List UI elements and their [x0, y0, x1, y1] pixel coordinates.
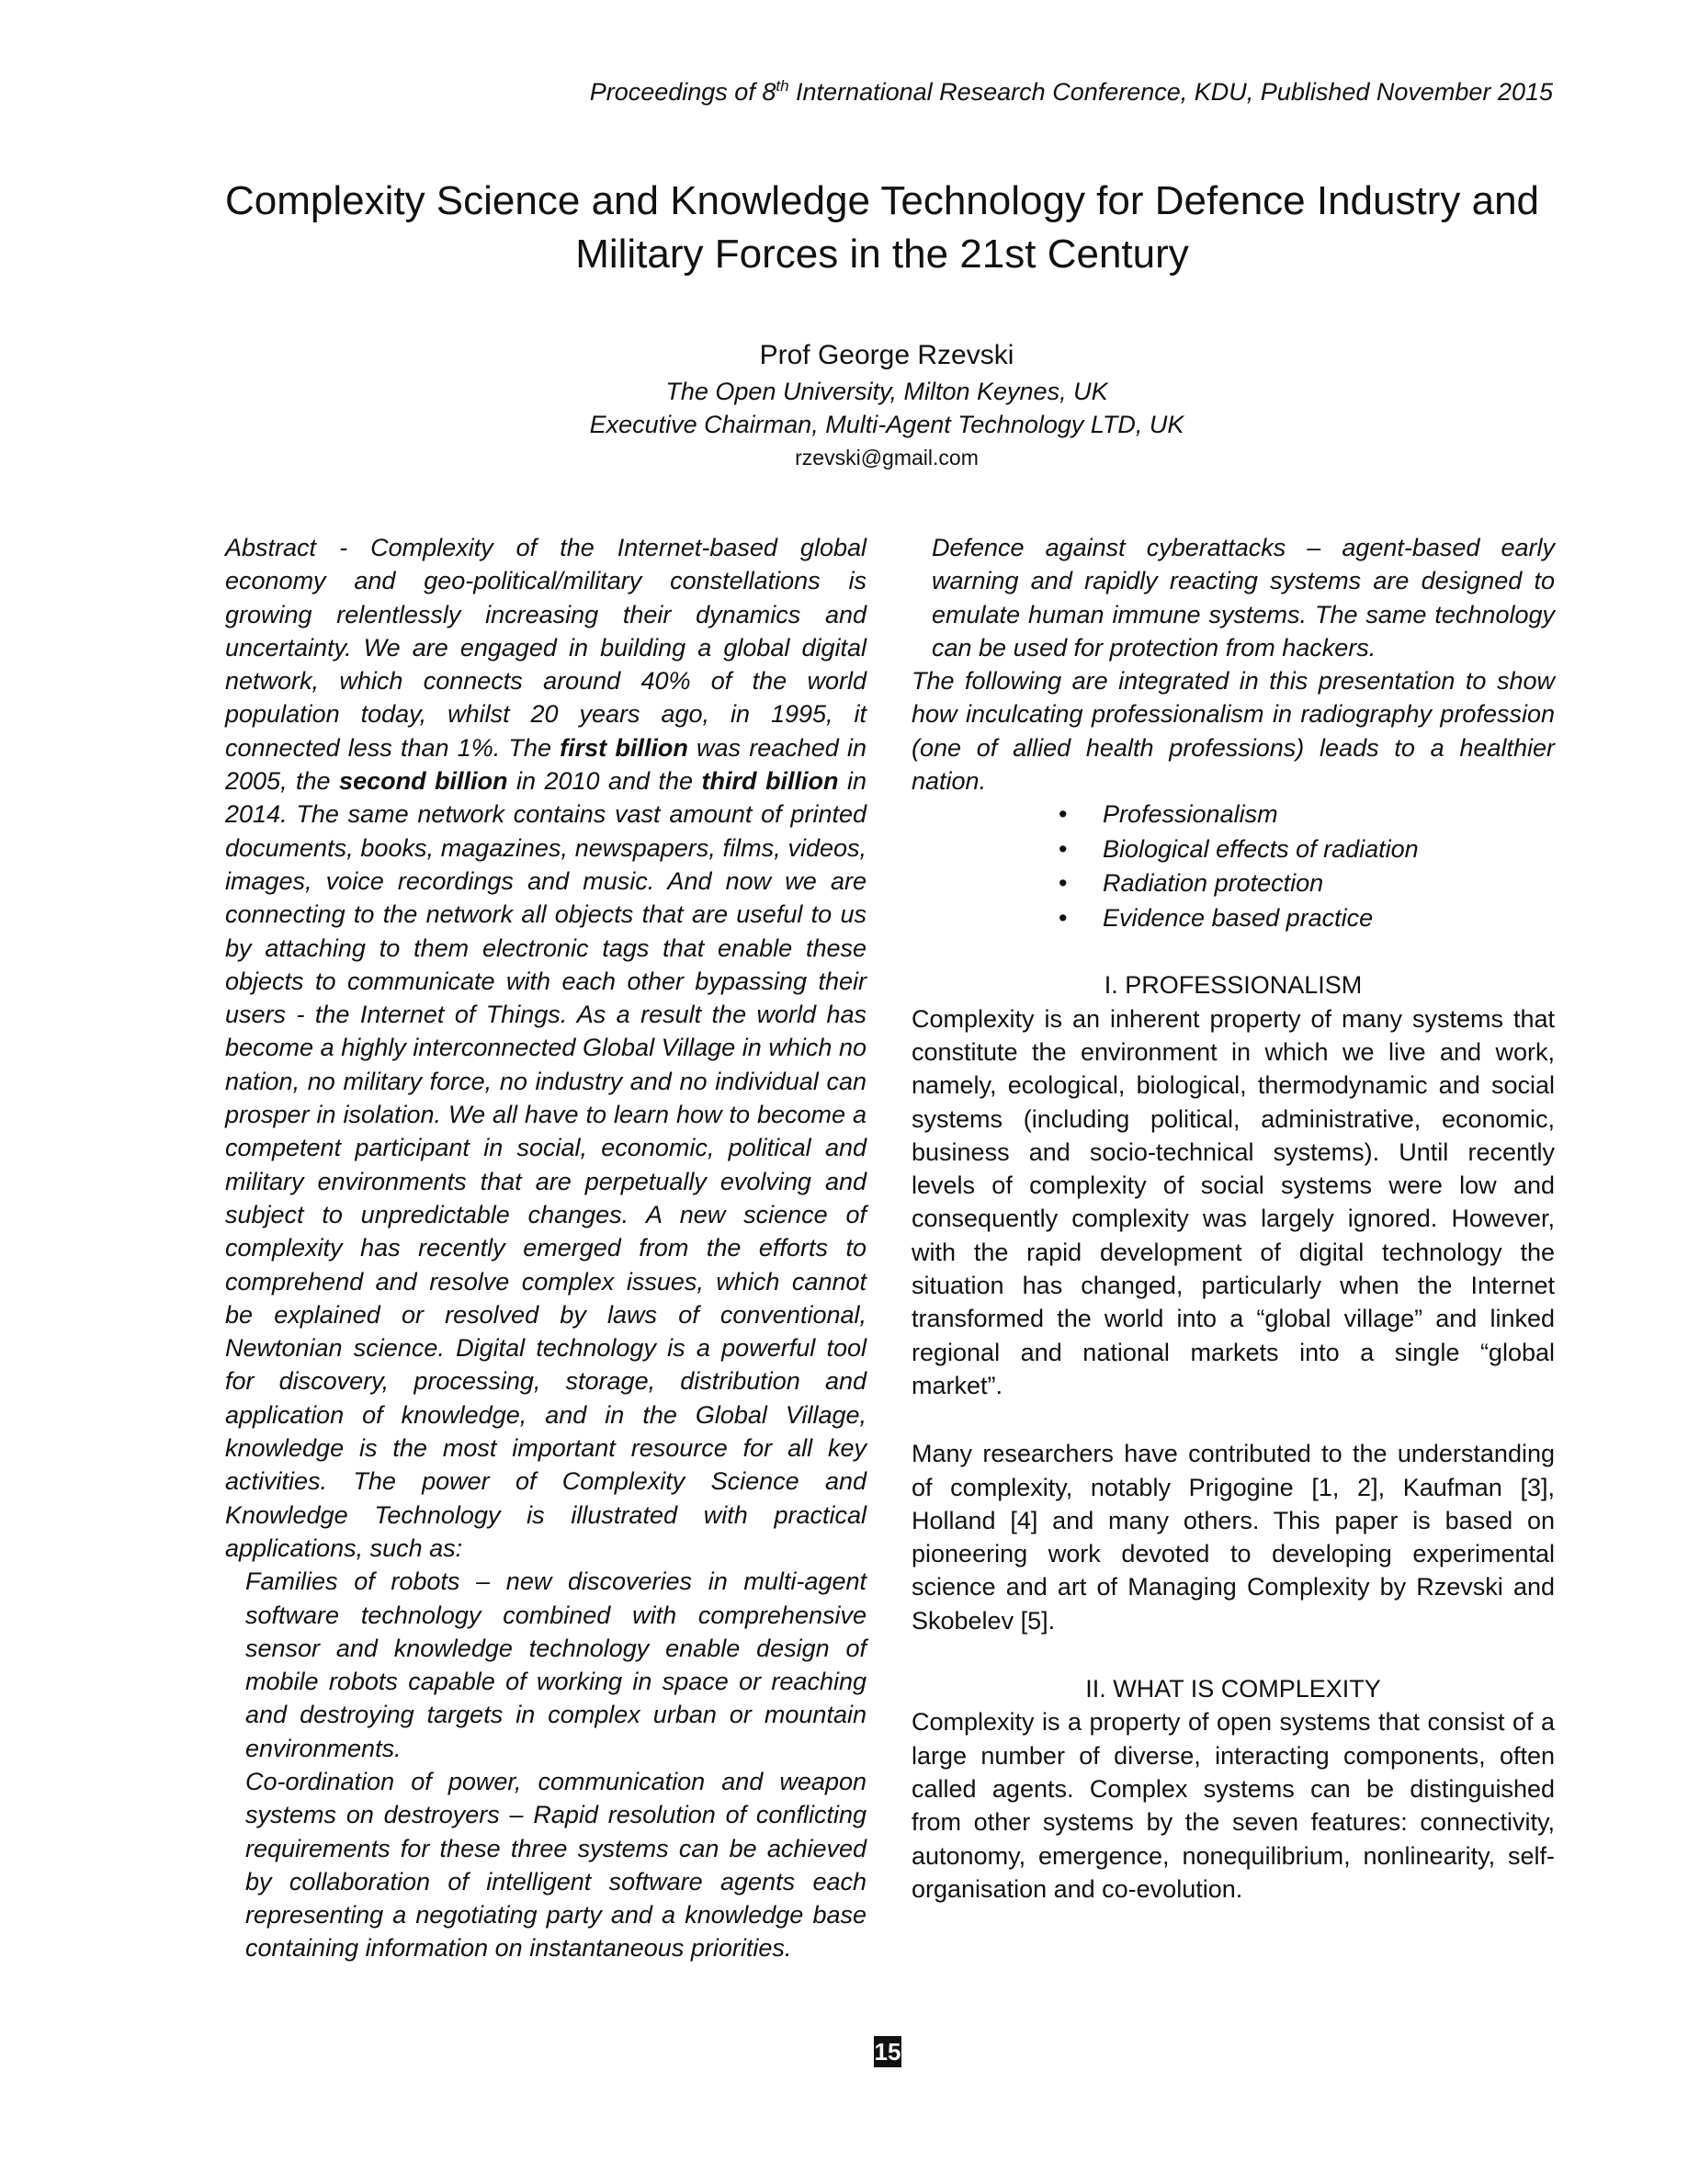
bullet-text: Radiation protection — [1103, 869, 1324, 898]
author-affiliation-2: Executive Chairman, Multi-Agent Technology LTD, UK — [589, 411, 1184, 438]
author-block — [0, 336, 1688, 474]
paper-title: Complexity Science and Knowledge Technology for Defence Industry and Military Forces in the 21st Century — [224, 178, 1540, 277]
bullet-item — [1059, 901, 1555, 936]
abstract-bold-first-billion: first billion — [560, 733, 688, 762]
abstract-text-3: in 2010 and the — [507, 767, 702, 796]
proceedings-superscript: th — [776, 77, 789, 95]
section-paragraph: Complexity is a property of open systems that consist of a large number of diverse, interacting components, often called agents. Complex systems can be distinguished from other systems by the seven features: connectivity, autonomy, emergence, nonequilibrium, nonlinearity, self-organisation and co-evolution. — [912, 1708, 1555, 1903]
bullet-item — [1059, 832, 1555, 867]
abstract-paragraph — [225, 531, 867, 1565]
application-robots: Families of robots – new discoveries in multi-agent software technology combined with comprehensive sensor and knowledge technology enable design of mobile robots capable of working in space or reaching and destroying targets in complex urban or mountain environments. — [245, 1567, 867, 1762]
proceedings-prefix: Proceedings of 8 — [589, 78, 776, 106]
bullet-icon: • — [1059, 869, 1068, 898]
bullet-text: Evidence based practice — [1103, 903, 1374, 932]
author-email: rzevski@gmail.com — [795, 446, 979, 470]
application-cyberattacks: Defence against cyberattacks – agent-based early warning and rapidly reacting systems are designed to emulate human immune systems. The same technology can be used for protection from hackers. — [932, 534, 1555, 662]
proceedings-suffix: International Research Conference, KDU, Published November 2015 — [788, 78, 1553, 106]
bullet-item — [1059, 866, 1555, 901]
abstract-text-4: in 2014. The same network contains vast amount of printed documents, books, magazines, newspapers, films, videos, images, voice recordings and music. And now we are connecting to the network all objects that are useful to us by attaching to them electronic tags that enable these objects to communicate with each other bypassing their users - the Internet of Things. As a result the world has become a highly interconnected Global Village in which no nation, no military force, no industry and no individual can prosper in isolation. We all have to learn how to become a competent participant in social, economic, political and military environments that are perpetually evolving and subject to unpredictable changes. A new science of complexity has recently emerged from the efforts to comprehend and resolve complex issues, which cannot be explained or resolved by laws of conventional, Newtonian science. Digital technology is a powerful tool for discovery, processing, storage, distribution and application of knowledge, and in the Global Village, knowledge is the most important resource for all key activities. The power of Complexity Science and Knowledge Technology is illustrated with practical applications, such as: — [225, 767, 867, 1562]
integration-paragraph: The following are integrated in this presentation to show how inculcating professionalism in radiography profession (one of allied health professions) leads to a healthier nation. — [912, 667, 1555, 796]
abstract-text-1: Abstract - Complexity of the Internet-based global economy and geo-political/military constellations is growing relentlessly increasing their dynamics and uncertainty. We are engaged in building a global digital network, which connects around 40% of the world population today, whilst 20 years ago, in 1995, it connected less than 1%. The — [225, 534, 867, 762]
author-name: Prof George Rzevski — [759, 340, 1014, 370]
spacer — [912, 1637, 1555, 1672]
author-affiliation-1: The Open University, Milton Keynes, UK — [665, 378, 1108, 405]
topic-bullet-list — [1059, 798, 1555, 935]
proceedings-header — [0, 77, 1553, 107]
bullet-text: Professionalism — [1103, 800, 1278, 829]
abstract-bold-second-billion: second billion — [339, 767, 508, 796]
bullet-icon: • — [1059, 834, 1068, 863]
spacer — [912, 935, 1555, 968]
section-heading-what-is-complexity: II. WHAT IS COMPLEXITY — [1085, 1675, 1381, 1703]
abstract-text-2: was reached in 2005, the — [225, 733, 867, 796]
section-paragraph: Complexity is an inherent property of many systems that constitute the environment in which we live and work, namely, ecological, biological, thermodynamic and social systems (including political, administrative, economic, business and socio-technical systems). Until recently levels of complexity of social systems were low and consequently complexity was largely ignored. However, with the rapid development of digital technology the situation has changed, particularly when the Internet transformed the world into a “global village” and linked regional and national markets into a single “global market”. — [912, 1004, 1555, 1399]
abstract-bold-third-billion: third billion — [701, 767, 839, 796]
bullet-icon: • — [1059, 800, 1068, 829]
section-paragraph: Many researchers have contributed to the understanding of complexity, notably Prigogine [1, 2], Kaufman [3], Holland [4] and many others. This paper is based on pioneering work devoted to developing experimental science and art of Managing Complexity by Rzevski and Skobelev [5]. — [912, 1440, 1555, 1635]
spacer — [912, 1402, 1555, 1437]
bullet-item — [1059, 798, 1555, 832]
bullet-icon: • — [1059, 903, 1068, 932]
application-destroyers: Co-ordination of power, communication and weapon systems on destroyers – Rapid resolution of conflicting requirements for these three systems can be achieved by collaboration of intelligent software agents each representing a negotiating party and a knowledge base containing information on instantaneous priorities. — [245, 1767, 867, 1963]
page-number: 15 — [874, 2038, 901, 2065]
right-column — [912, 531, 1555, 1906]
section-heading-professionalism: I. PROFESSIONALISM — [1104, 971, 1363, 1000]
bullet-text: Biological effects of radiation — [1103, 834, 1419, 863]
left-column — [225, 531, 867, 1965]
